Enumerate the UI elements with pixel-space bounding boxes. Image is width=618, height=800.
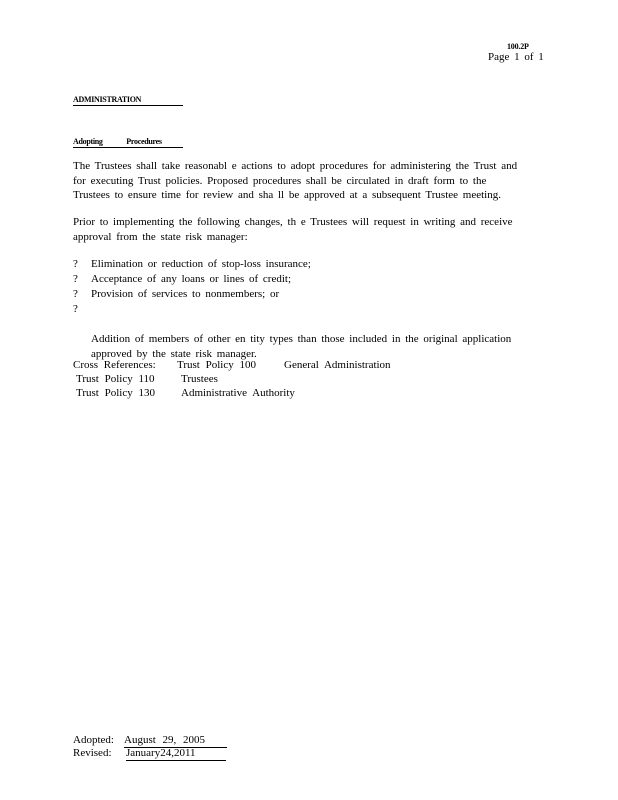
list-item-text: Provision of services to nonmembers; or: [91, 288, 280, 300]
cross-reference-title: General Administration: [284, 359, 391, 371]
cross-reference-policy: Trust Policy 100: [177, 359, 256, 371]
cross-reference-title: Trustees: [181, 373, 218, 385]
paragraph-adopting-procedures: The Trustees shall take reasonabl e actions to adopt procedures for administering the Trust and for executing Trust policies. Proposed procedures shall be circulated in draft form to the Trustees to ensure time for review and sha ll be approved at a subsequent Trustee meeting.: [73, 160, 518, 201]
revised-row: [73, 747, 273, 760]
revised-date: January24,2011: [126, 747, 226, 761]
cross-reference-row: [73, 372, 433, 386]
list-item: [73, 287, 533, 302]
policy-code: 100.2P: [507, 42, 529, 51]
cross-reference-row: [73, 386, 433, 400]
adopted-label: Adopted:: [73, 734, 114, 746]
list-item-text: Acceptance of any loans or lines of credit;: [91, 273, 292, 285]
bullet-marker: ?: [73, 273, 78, 285]
adoption-footer: [73, 734, 273, 760]
bullet-marker: ?: [73, 303, 78, 315]
changes-list: [73, 257, 533, 362]
adopted-row: [73, 734, 273, 747]
cross-reference-title: Administrative Authority: [181, 387, 295, 399]
adopted-date: August 29, 2005: [124, 734, 227, 748]
section-title: ADMINISTRATION: [73, 95, 183, 106]
list-item: [73, 302, 533, 362]
list-item: [73, 257, 533, 272]
bullet-marker: ?: [73, 258, 78, 270]
page-number: Page 1 of 1: [488, 51, 544, 63]
bullet-marker: ?: [73, 288, 78, 300]
revised-label: Revised:: [73, 747, 112, 759]
cross-references: [73, 358, 433, 400]
cross-reference-row: [73, 358, 433, 372]
paragraph-prior-to-changes: Prior to implementing the following changes, th e Trustees will request in writing and receive approval from the state risk manager:: [73, 216, 513, 243]
list-item-text: Elimination or reduction of stop-loss insurance;: [91, 258, 311, 270]
cross-reference-policy: Trust Policy 130: [76, 387, 155, 399]
list-item: [73, 272, 533, 287]
list-item-text: Addition of members of other en tity types than those included in the original application approved by the state risk manager.: [91, 333, 512, 360]
document-subtitle: Adopting Procedures: [73, 137, 183, 148]
cross-reference-policy: Trust Policy 110: [76, 373, 155, 385]
cross-references-label: Cross References:: [73, 359, 156, 371]
